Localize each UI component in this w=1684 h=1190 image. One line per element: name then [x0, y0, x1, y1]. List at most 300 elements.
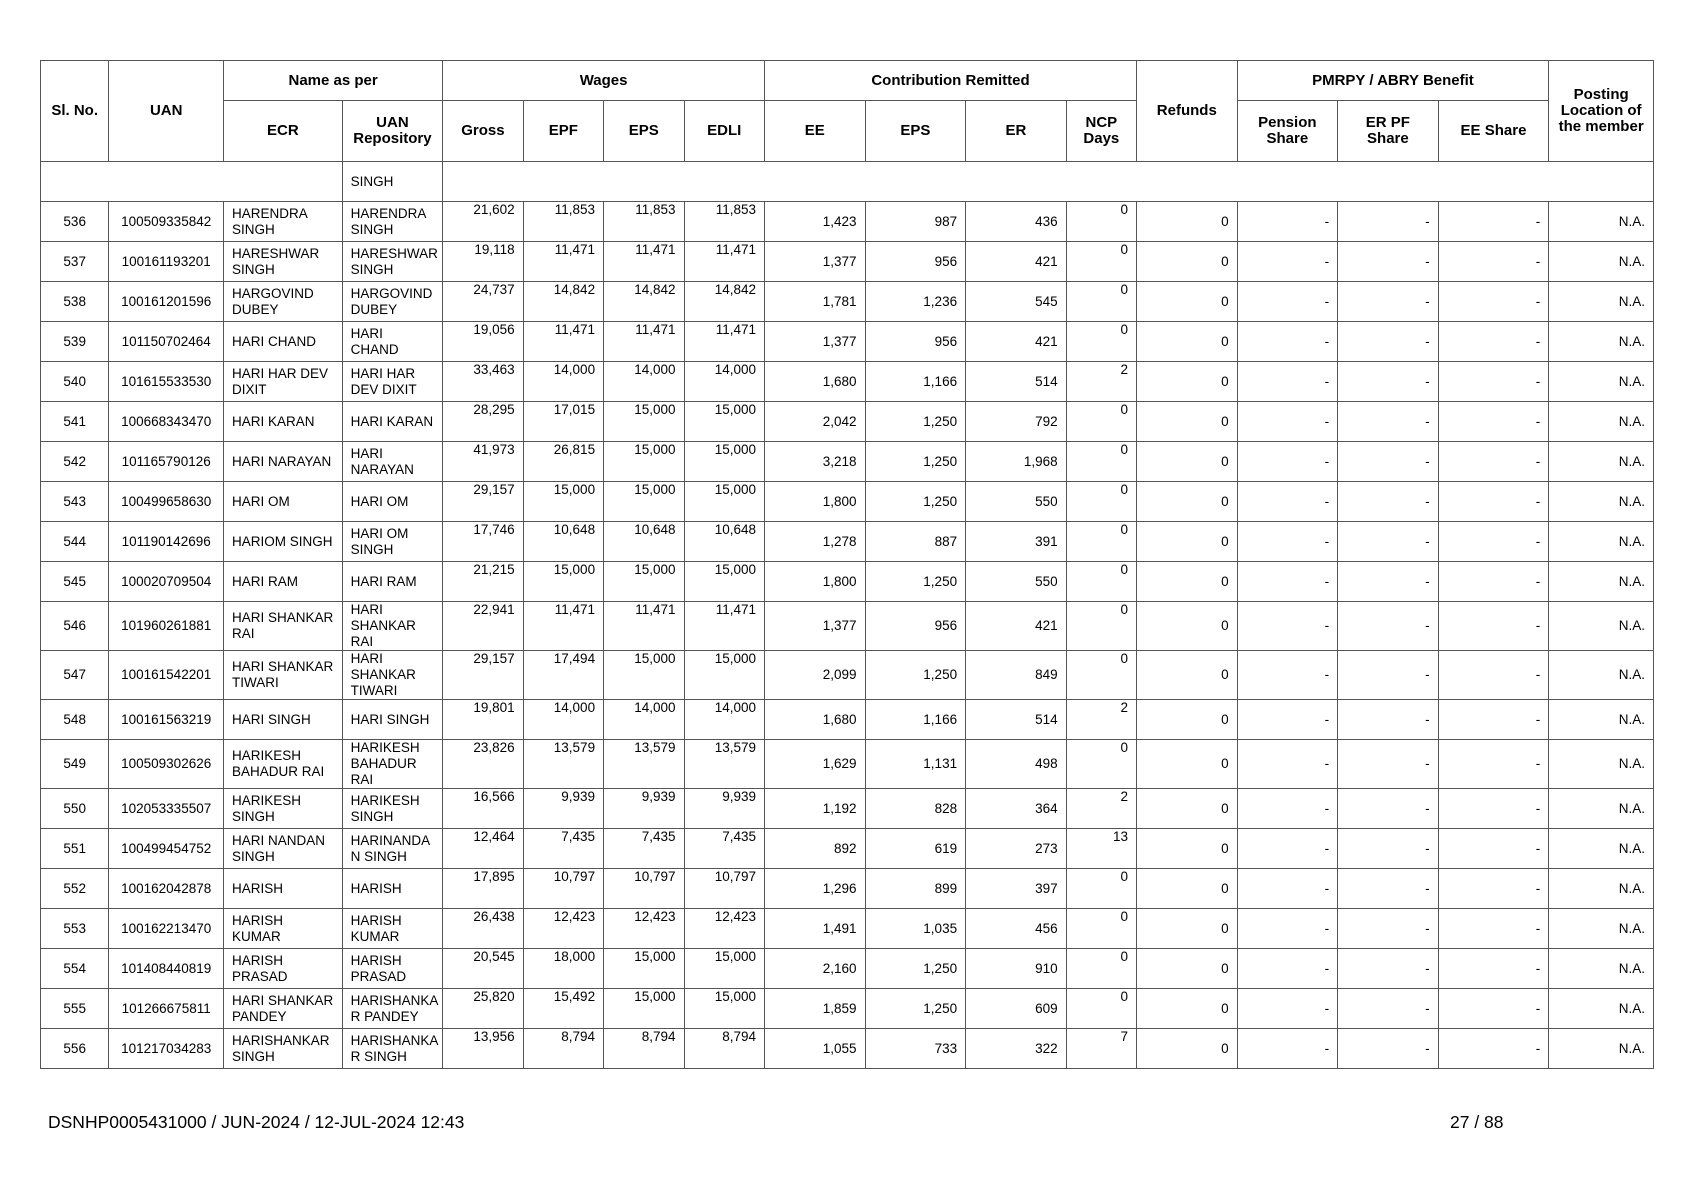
- cell-ee: 3,218: [765, 442, 866, 482]
- cell-eps: 10,648: [604, 522, 684, 562]
- cell-refunds: 0: [1137, 242, 1238, 282]
- cell-ee-share: -: [1438, 242, 1549, 282]
- header-er-pf-share: ER PF Share: [1338, 101, 1439, 162]
- header-refunds: Refunds: [1137, 61, 1238, 162]
- cell-uan-repository-name: HARISHANKA R PANDEY: [342, 989, 443, 1029]
- cell-ee-share: -: [1438, 282, 1549, 322]
- table-row: [41, 789, 1654, 829]
- cell-eps: 13,579: [604, 740, 684, 789]
- cell-ee-share: -: [1438, 829, 1549, 869]
- cell-er: 514: [966, 362, 1067, 402]
- cell-er: 1,968: [966, 442, 1067, 482]
- cell-er-pf-share: -: [1338, 651, 1439, 700]
- table-row: [41, 442, 1654, 482]
- cell-er: 545: [966, 282, 1067, 322]
- cell-epf: 18,000: [523, 949, 603, 989]
- cell-epf: 11,853: [523, 202, 603, 242]
- cell-edli: 15,000: [684, 402, 764, 442]
- header-pmrpy: PMRPY / ABRY Benefit: [1237, 61, 1549, 101]
- cell-pension-share: -: [1237, 1029, 1338, 1069]
- continuation-blank-right: [443, 162, 1654, 202]
- header-pension-share: Pension Share: [1237, 101, 1338, 162]
- cell-uan-repository-name: HARIKESH BAHADUR RAI: [342, 740, 443, 789]
- cell-ncp-days: 0: [1066, 242, 1136, 282]
- cell-refunds: 0: [1137, 949, 1238, 989]
- cell-ecr-name: HARISH PRASAD: [224, 949, 343, 989]
- cell-pension-share: -: [1237, 522, 1338, 562]
- cell-pension-share: -: [1237, 202, 1338, 242]
- cell-er-pf-share: -: [1338, 989, 1439, 1029]
- cell-sl-no: 538: [41, 282, 109, 322]
- cell-uan-repository-name: HARISH KUMAR: [342, 909, 443, 949]
- cell-er: 436: [966, 202, 1067, 242]
- cell-uan-repository-name: HARISH: [342, 869, 443, 909]
- cell-pension-share: -: [1237, 869, 1338, 909]
- cell-refunds: 0: [1137, 740, 1238, 789]
- cell-pension-share: -: [1237, 442, 1338, 482]
- cell-uan-repository-name: HARI HAR DEV DIXIT: [342, 362, 443, 402]
- cell-contrib-eps: 1,236: [865, 282, 966, 322]
- cell-ncp-days: 0: [1066, 562, 1136, 602]
- header-posting: Posting Location of the member: [1549, 61, 1654, 162]
- cell-epf: 10,648: [523, 522, 603, 562]
- cell-sl-no: 543: [41, 482, 109, 522]
- cell-ncp-days: 0: [1066, 949, 1136, 989]
- cell-pension-share: -: [1237, 482, 1338, 522]
- cell-ecr-name: HARI OM: [224, 482, 343, 522]
- cell-er: 792: [966, 402, 1067, 442]
- cell-pension-share: -: [1237, 909, 1338, 949]
- cell-pension-share: -: [1237, 282, 1338, 322]
- cell-uan-repository-name: HARINANDA N SINGH: [342, 829, 443, 869]
- cell-epf: 11,471: [523, 322, 603, 362]
- cell-uan-repository-name: HARI SHANKAR RAI: [342, 602, 443, 651]
- cell-edli: 13,579: [684, 740, 764, 789]
- footer-document-id: DSNHP0005431000 / JUN-2024 / 12-JUL-2024 12:43: [48, 1112, 465, 1132]
- cell-pension-share: -: [1237, 789, 1338, 829]
- table-body: [41, 162, 1654, 1069]
- cell-posting-location: N.A.: [1549, 740, 1654, 789]
- cell-sl-no: 547: [41, 651, 109, 700]
- cell-gross: 25,820: [443, 989, 523, 1029]
- cell-gross: 16,566: [443, 789, 523, 829]
- cell-contrib-eps: 887: [865, 522, 966, 562]
- cell-sl-no: 537: [41, 242, 109, 282]
- cell-gross: 26,438: [443, 909, 523, 949]
- header-edli: EDLI: [684, 101, 764, 162]
- cell-ncp-days: 0: [1066, 740, 1136, 789]
- cell-ncp-days: 0: [1066, 282, 1136, 322]
- cell-ecr-name: HARGOVIND DUBEY: [224, 282, 343, 322]
- cell-epf: 15,000: [523, 562, 603, 602]
- table-row: [41, 322, 1654, 362]
- cell-uan: 101615533530: [109, 362, 224, 402]
- cell-epf: 13,579: [523, 740, 603, 789]
- cell-uan-repository-name: HARGOVIND DUBEY: [342, 282, 443, 322]
- cell-posting-location: N.A.: [1549, 202, 1654, 242]
- cell-edli: 10,648: [684, 522, 764, 562]
- cell-edli: 15,000: [684, 989, 764, 1029]
- cell-ee-share: -: [1438, 1029, 1549, 1069]
- ecr-table: [40, 60, 1654, 1069]
- cell-ncp-days: 0: [1066, 322, 1136, 362]
- cell-ecr-name: HARI KARAN: [224, 402, 343, 442]
- cell-ecr-name: HARISH: [224, 869, 343, 909]
- table-row: [41, 909, 1654, 949]
- cell-refunds: 0: [1137, 1029, 1238, 1069]
- cell-posting-location: N.A.: [1549, 562, 1654, 602]
- cell-eps: 11,471: [604, 602, 684, 651]
- cell-ee-share: -: [1438, 202, 1549, 242]
- cell-contrib-eps: 828: [865, 789, 966, 829]
- cell-uan: 101266675811: [109, 989, 224, 1029]
- cell-posting-location: N.A.: [1549, 282, 1654, 322]
- table-row: [41, 829, 1654, 869]
- cell-refunds: 0: [1137, 442, 1238, 482]
- cell-ecr-name: HARI CHAND: [224, 322, 343, 362]
- cell-ee: 1,423: [765, 202, 866, 242]
- cell-ncp-days: 0: [1066, 482, 1136, 522]
- cell-edli: 15,000: [684, 442, 764, 482]
- cell-ee: 892: [765, 829, 866, 869]
- cell-sl-no: 544: [41, 522, 109, 562]
- cell-ncp-days: 2: [1066, 789, 1136, 829]
- table-row: [41, 282, 1654, 322]
- cell-er-pf-share: -: [1338, 602, 1439, 651]
- cell-contrib-eps: 956: [865, 242, 966, 282]
- cell-epf: 9,939: [523, 789, 603, 829]
- cell-ecr-name: HARI RAM: [224, 562, 343, 602]
- cell-refunds: 0: [1137, 789, 1238, 829]
- cell-eps: 15,000: [604, 651, 684, 700]
- cell-eps: 14,000: [604, 362, 684, 402]
- table-row: [41, 362, 1654, 402]
- cell-uan: 101150702464: [109, 322, 224, 362]
- cell-contrib-eps: 1,250: [865, 989, 966, 1029]
- cell-contrib-eps: 956: [865, 322, 966, 362]
- cell-ncp-days: 0: [1066, 202, 1136, 242]
- cell-ecr-name: HARI NANDAN SINGH: [224, 829, 343, 869]
- cell-posting-location: N.A.: [1549, 522, 1654, 562]
- cell-contrib-eps: 1,250: [865, 482, 966, 522]
- cell-er-pf-share: -: [1338, 789, 1439, 829]
- cell-ee-share: -: [1438, 740, 1549, 789]
- cell-posting-location: N.A.: [1549, 1029, 1654, 1069]
- cell-epf: 8,794: [523, 1029, 603, 1069]
- cell-er-pf-share: -: [1338, 282, 1439, 322]
- cell-refunds: 0: [1137, 522, 1238, 562]
- header-contribution-remitted: Contribution Remitted: [765, 61, 1137, 101]
- cell-pension-share: -: [1237, 949, 1338, 989]
- table-row: [41, 562, 1654, 602]
- cell-er-pf-share: -: [1338, 202, 1439, 242]
- cell-er: 550: [966, 482, 1067, 522]
- cell-ee: 1,680: [765, 700, 866, 740]
- cell-ee: 1,192: [765, 789, 866, 829]
- cell-uan-repository-name: HARI SINGH: [342, 700, 443, 740]
- cell-uan-repository-name: HARESHWAR SINGH: [342, 242, 443, 282]
- cell-refunds: 0: [1137, 700, 1238, 740]
- cell-ecr-name: HARIKESH SINGH: [224, 789, 343, 829]
- cell-er-pf-share: -: [1338, 522, 1439, 562]
- cell-uan: 100668343470: [109, 402, 224, 442]
- cell-epf: 17,015: [523, 402, 603, 442]
- cell-contrib-eps: 1,250: [865, 651, 966, 700]
- cell-ee-share: -: [1438, 789, 1549, 829]
- cell-er: 391: [966, 522, 1067, 562]
- cell-ecr-name: HARI SHANKAR TIWARI: [224, 651, 343, 700]
- cell-contrib-eps: 1,250: [865, 442, 966, 482]
- cell-uan-repository-name: HARI RAM: [342, 562, 443, 602]
- cell-ncp-days: 13: [1066, 829, 1136, 869]
- cell-gross: 28,295: [443, 402, 523, 442]
- cell-posting-location: N.A.: [1549, 442, 1654, 482]
- cell-ee: 1,859: [765, 989, 866, 1029]
- cell-posting-location: N.A.: [1549, 482, 1654, 522]
- cell-ncp-days: 2: [1066, 700, 1136, 740]
- cell-uan-repository-name: HARI OM SINGH: [342, 522, 443, 562]
- cell-ee: 1,055: [765, 1029, 866, 1069]
- cell-edli: 14,842: [684, 282, 764, 322]
- cell-sl-no: 553: [41, 909, 109, 949]
- header-eps: EPS: [604, 101, 684, 162]
- table-row: [41, 989, 1654, 1029]
- header-sl-no: Sl. No.: [41, 61, 109, 162]
- cell-contrib-eps: 1,035: [865, 909, 966, 949]
- cell-ncp-days: 0: [1066, 989, 1136, 1029]
- cell-ee: 1,296: [765, 869, 866, 909]
- cell-ncp-days: 0: [1066, 602, 1136, 651]
- cell-er: 421: [966, 602, 1067, 651]
- header-ee: EE: [765, 101, 866, 162]
- table-row: [41, 602, 1654, 651]
- continuation-blank: [41, 162, 343, 202]
- cell-pension-share: -: [1237, 322, 1338, 362]
- cell-edli: 11,471: [684, 322, 764, 362]
- cell-ecr-name: HARISH KUMAR: [224, 909, 343, 949]
- cell-posting-location: N.A.: [1549, 651, 1654, 700]
- table-row: [41, 700, 1654, 740]
- cell-eps: 15,000: [604, 989, 684, 1029]
- cell-uan-repository-name: HARENDRA SINGH: [342, 202, 443, 242]
- cell-sl-no: 546: [41, 602, 109, 651]
- cell-ee: 1,629: [765, 740, 866, 789]
- cell-refunds: 0: [1137, 562, 1238, 602]
- cell-eps: 8,794: [604, 1029, 684, 1069]
- header-name-as-per: Name as per: [224, 61, 443, 101]
- cell-sl-no: 549: [41, 740, 109, 789]
- cell-er: 498: [966, 740, 1067, 789]
- cell-gross: 29,157: [443, 482, 523, 522]
- cell-ee-share: -: [1438, 949, 1549, 989]
- cell-posting-location: N.A.: [1549, 789, 1654, 829]
- cell-ee-share: -: [1438, 522, 1549, 562]
- cell-uan: 100499658630: [109, 482, 224, 522]
- table-row: [41, 402, 1654, 442]
- cell-sl-no: 550: [41, 789, 109, 829]
- cell-gross: 33,463: [443, 362, 523, 402]
- cell-uan-repository-name: HARISHANKA R SINGH: [342, 1029, 443, 1069]
- cell-er: 550: [966, 562, 1067, 602]
- cell-eps: 14,842: [604, 282, 684, 322]
- cell-pension-share: -: [1237, 989, 1338, 1029]
- header-uan-repository: UAN Repository: [342, 101, 443, 162]
- cell-uan-repository-name: HARI NARAYAN: [342, 442, 443, 482]
- cell-uan: 100161542201: [109, 651, 224, 700]
- table-row: [41, 522, 1654, 562]
- table-row: [41, 740, 1654, 789]
- cell-posting-location: N.A.: [1549, 909, 1654, 949]
- cell-uan: 100162042878: [109, 869, 224, 909]
- cell-uan: 101165790126: [109, 442, 224, 482]
- cell-posting-location: N.A.: [1549, 602, 1654, 651]
- table-row: [41, 1029, 1654, 1069]
- cell-posting-location: N.A.: [1549, 242, 1654, 282]
- cell-contrib-eps: 1,131: [865, 740, 966, 789]
- cell-contrib-eps: 899: [865, 869, 966, 909]
- cell-refunds: 0: [1137, 202, 1238, 242]
- cell-epf: 7,435: [523, 829, 603, 869]
- cell-sl-no: 548: [41, 700, 109, 740]
- cell-ecr-name: HARI HAR DEV DIXIT: [224, 362, 343, 402]
- cell-ncp-days: 0: [1066, 651, 1136, 700]
- cell-ee: 2,099: [765, 651, 866, 700]
- header-ecr: ECR: [224, 101, 343, 162]
- header-wages: Wages: [443, 61, 765, 101]
- cell-epf: 14,000: [523, 362, 603, 402]
- cell-epf: 26,815: [523, 442, 603, 482]
- cell-gross: 17,746: [443, 522, 523, 562]
- cell-ecr-name: HARIOM SINGH: [224, 522, 343, 562]
- cell-ncp-days: 0: [1066, 402, 1136, 442]
- header-contrib-eps: EPS: [865, 101, 966, 162]
- cell-uan-repository-name: HARI OM: [342, 482, 443, 522]
- cell-eps: 11,853: [604, 202, 684, 242]
- cell-er-pf-share: -: [1338, 402, 1439, 442]
- table-row: [41, 949, 1654, 989]
- cell-posting-location: N.A.: [1549, 989, 1654, 1029]
- cell-contrib-eps: 619: [865, 829, 966, 869]
- cell-er: 397: [966, 869, 1067, 909]
- cell-ee: 1,278: [765, 522, 866, 562]
- cell-gross: 17,895: [443, 869, 523, 909]
- cell-edli: 12,423: [684, 909, 764, 949]
- cell-ee: 2,042: [765, 402, 866, 442]
- header-row-sub: [41, 101, 1654, 162]
- footer-page-number: 27 / 88: [1450, 1112, 1504, 1132]
- cell-refunds: 0: [1137, 829, 1238, 869]
- cell-er: 609: [966, 989, 1067, 1029]
- cell-contrib-eps: 1,250: [865, 949, 966, 989]
- cell-ee: 1,491: [765, 909, 866, 949]
- cell-refunds: 0: [1137, 869, 1238, 909]
- cell-ee: 1,680: [765, 362, 866, 402]
- cell-eps: 9,939: [604, 789, 684, 829]
- cell-ecr-name: HARESHWAR SINGH: [224, 242, 343, 282]
- table-row: [41, 482, 1654, 522]
- cell-posting-location: N.A.: [1549, 949, 1654, 989]
- cell-edli: 14,000: [684, 362, 764, 402]
- cell-refunds: 0: [1137, 282, 1238, 322]
- table-row: [41, 242, 1654, 282]
- cell-uan: 100161201596: [109, 282, 224, 322]
- cell-eps: 14,000: [604, 700, 684, 740]
- cell-epf: 12,423: [523, 909, 603, 949]
- header-gross: Gross: [443, 101, 523, 162]
- cell-pension-share: -: [1237, 651, 1338, 700]
- cell-contrib-eps: 733: [865, 1029, 966, 1069]
- cell-refunds: 0: [1137, 322, 1238, 362]
- cell-eps: 15,000: [604, 949, 684, 989]
- cell-refunds: 0: [1137, 989, 1238, 1029]
- cell-posting-location: N.A.: [1549, 829, 1654, 869]
- header-ncp-days: NCP Days: [1066, 101, 1136, 162]
- cell-ee: 1,377: [765, 322, 866, 362]
- cell-gross: 19,118: [443, 242, 523, 282]
- cell-edli: 10,797: [684, 869, 764, 909]
- cell-ee-share: -: [1438, 989, 1549, 1029]
- cell-sl-no: 542: [41, 442, 109, 482]
- cell-er-pf-share: -: [1338, 909, 1439, 949]
- cell-er-pf-share: -: [1338, 700, 1439, 740]
- cell-ncp-days: 7: [1066, 1029, 1136, 1069]
- cell-gross: 19,801: [443, 700, 523, 740]
- cell-ee-share: -: [1438, 402, 1549, 442]
- cell-eps: 7,435: [604, 829, 684, 869]
- cell-ee-share: -: [1438, 700, 1549, 740]
- cell-sl-no: 540: [41, 362, 109, 402]
- cell-er: 849: [966, 651, 1067, 700]
- cell-posting-location: N.A.: [1549, 362, 1654, 402]
- cell-pension-share: -: [1237, 740, 1338, 789]
- cell-er: 273: [966, 829, 1067, 869]
- cell-er: 421: [966, 322, 1067, 362]
- cell-uan-repository-name: HARI CHAND: [342, 322, 443, 362]
- cell-uan: 100509335842: [109, 202, 224, 242]
- cell-er: 364: [966, 789, 1067, 829]
- cell-epf: 10,797: [523, 869, 603, 909]
- header-ee-share: EE Share: [1438, 101, 1549, 162]
- cell-gross: 21,602: [443, 202, 523, 242]
- cell-ee: 1,800: [765, 562, 866, 602]
- cell-ecr-name: HARI SHANKAR PANDEY: [224, 989, 343, 1029]
- cell-refunds: 0: [1137, 651, 1238, 700]
- cell-ee-share: -: [1438, 869, 1549, 909]
- cell-sl-no: 554: [41, 949, 109, 989]
- cell-er-pf-share: -: [1338, 949, 1439, 989]
- cell-sl-no: 551: [41, 829, 109, 869]
- cell-er-pf-share: -: [1338, 242, 1439, 282]
- cell-edli: 15,000: [684, 482, 764, 522]
- cell-ee-share: -: [1438, 909, 1549, 949]
- cell-ncp-days: 0: [1066, 522, 1136, 562]
- cell-gross: 13,956: [443, 1029, 523, 1069]
- cell-pension-share: -: [1237, 829, 1338, 869]
- cell-eps: 15,000: [604, 482, 684, 522]
- cell-ee: 2,160: [765, 949, 866, 989]
- cell-ecr-name: HARI NARAYAN: [224, 442, 343, 482]
- cell-pension-share: -: [1237, 242, 1338, 282]
- cell-ee: 1,377: [765, 242, 866, 282]
- cell-posting-location: N.A.: [1549, 869, 1654, 909]
- cell-edli: 11,471: [684, 242, 764, 282]
- cell-sl-no: 555: [41, 989, 109, 1029]
- header-epf: EPF: [523, 101, 603, 162]
- cell-ecr-name: HARI SHANKAR RAI: [224, 602, 343, 651]
- cell-refunds: 0: [1137, 602, 1238, 651]
- cell-uan-repository-name: HARISH PRASAD: [342, 949, 443, 989]
- cell-ncp-days: 2: [1066, 362, 1136, 402]
